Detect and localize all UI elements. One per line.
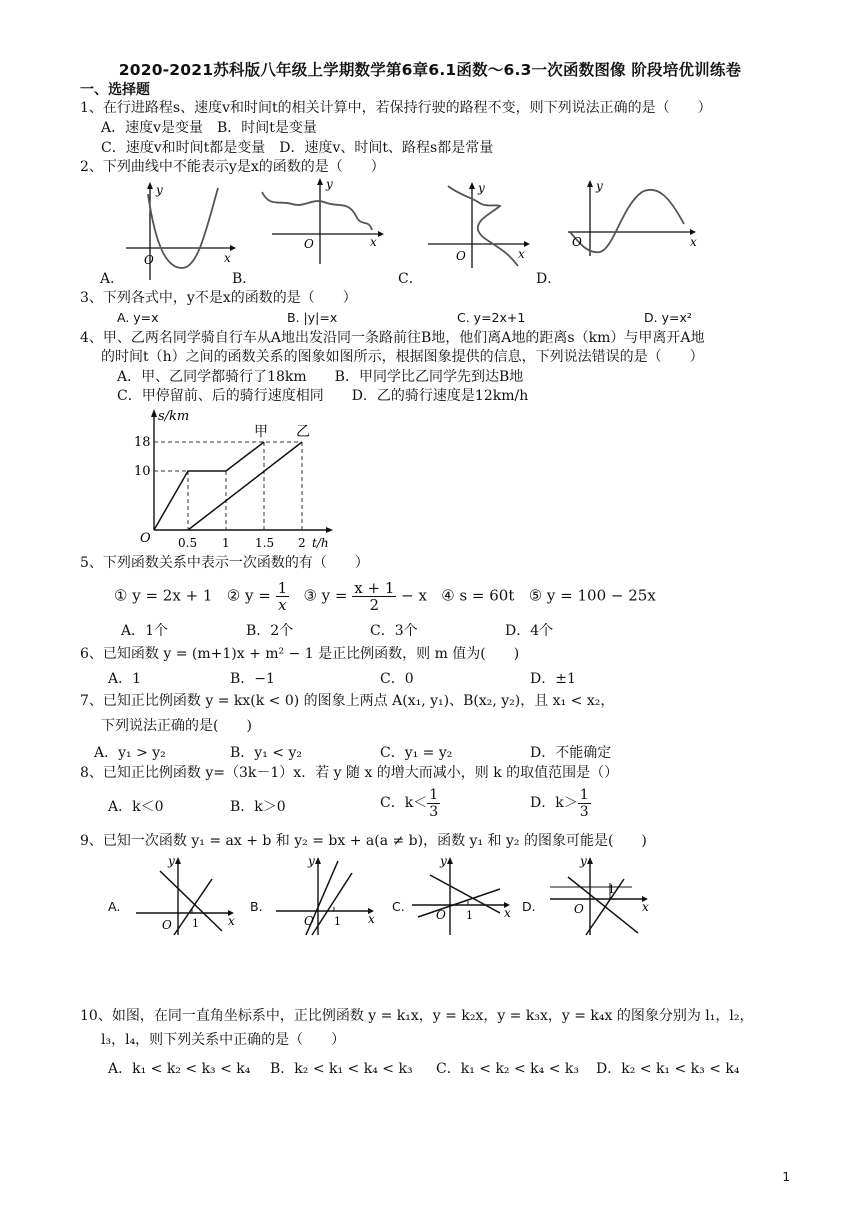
q3-option-b: B. |y|=x (287, 310, 338, 325)
q9-graph-d (546, 855, 656, 935)
q10-option-d: D．k₂ < k₁ < k₃ < k₄ (596, 1061, 740, 1077)
q4-options-cd: C．甲停留前、后的骑行速度相同 D．乙的骑行速度是12km/h (117, 388, 529, 404)
q8-option-a: A．k＜0 (108, 799, 164, 815)
svg-text:1: 1 (192, 917, 199, 930)
q7-stem-line1: 7、已知正比例函数 y = kx(k < 0) 的图象上两点 A(x₁, y₁)、B(x₂, y₂)，且 x₁ < x₂， (80, 693, 615, 709)
q5-formula-3-fraction: $\frac{x + 1}{2}$ (354, 579, 395, 614)
svg-text:x: x (690, 235, 697, 249)
svg-text:O: O (162, 918, 172, 932)
q10-option-c: C．k₁ < k₂ < k₄ < k₃ (436, 1061, 579, 1077)
q8-option-b: B．k＞0 (230, 799, 286, 815)
q6-stem: 6、已知函数 y = (m+1)x + m² − 1 是正比例函数，则 m 值为( ) (80, 646, 520, 662)
svg-text:1: 1 (466, 909, 473, 922)
q2-stem: 2、下列曲线中不能表示y是x的函数的是（ ） (80, 159, 385, 175)
q5-formula-5: ⑤ y = 100 − 25x (528, 586, 656, 605)
q5-option-b: B．2个 (246, 623, 294, 639)
q5-formula-2-fraction: $\frac{1}{x}$ (277, 579, 288, 614)
svg-text:y: y (580, 854, 587, 868)
svg-text:O: O (436, 908, 446, 922)
q1-options-cd: C．速度v和时间t都是变量 D．速度v、时间t、路程s都是常量 (101, 140, 494, 156)
svg-text:y: y (308, 854, 315, 868)
svg-text:乙: 乙 (296, 424, 310, 440)
svg-text:y: y (326, 177, 333, 191)
svg-text:1: 1 (222, 536, 230, 550)
q2-label-b: B． (232, 271, 257, 287)
svg-text:2: 2 (298, 536, 306, 550)
q3-option-c: C. y=2x+1 (457, 310, 526, 325)
svg-text:y: y (156, 183, 163, 197)
svg-text:y: y (596, 179, 603, 193)
section-heading: 一、选择题 (80, 82, 150, 98)
q10-option-b: B．k₂ < k₁ < k₄ < k₃ (270, 1061, 413, 1077)
svg-text:x: x (642, 900, 649, 914)
svg-text:1.5: 1.5 (255, 536, 275, 550)
q8-option-c: C．k＜ $\frac{1}{3}$ (380, 786, 439, 820)
svg-text:t/h: t/h (312, 536, 329, 550)
q1-stem: 1、在行进路程s、速度v和时间t的相关计算中，若保持行驶的路程不变，则下列说法正确的是（ ） (80, 100, 712, 116)
q10-stem-line2: l₃，l₄，则下列关系中正确的是（ ） (101, 1032, 346, 1048)
q5-formula-3-suffix: − x (401, 586, 427, 605)
q8-option-d: D．k＞ $\frac{1}{3}$ (530, 786, 589, 820)
svg-text:O: O (456, 249, 466, 263)
q4-options-ab: A．甲、乙同学都骑行了18km B．甲同学比乙同学先到达B地 (117, 369, 524, 385)
svg-text:10: 10 (134, 464, 151, 479)
q6-option-c: C．0 (380, 671, 414, 687)
document-title: 2020-2021苏科版八年级上学期数学第6章6.1函数～6.3一次函数图像 阶段培优训练卷 (118, 61, 742, 79)
q3-option-d: D. y=x² (644, 310, 692, 325)
svg-text:x: x (228, 914, 235, 928)
page-number: 1 (782, 1170, 790, 1184)
q8-stem: 8、已知正比例函数 y=（3k－1）x．若 y 随 x 的增大而减小，则 k 的取值范围是（） (80, 765, 619, 781)
svg-text:y: y (440, 854, 447, 868)
svg-text:18: 18 (134, 435, 151, 450)
svg-text:x: x (518, 247, 525, 261)
svg-text:x: x (224, 251, 231, 265)
q5-formula-4: ④ s = 60t (441, 586, 515, 605)
q7-stem-line2: 下列说法正确的是( ) (101, 718, 252, 734)
q10-option-a: A．k₁ < k₂ < k₃ < k₄ (108, 1061, 251, 1077)
q9-label-c: C. (392, 899, 405, 914)
svg-text:O: O (144, 253, 154, 267)
q9-graph-b (272, 855, 382, 935)
q2-label-c: C． (398, 271, 423, 287)
q7-option-a: A．y₁ > y₂ (94, 745, 166, 761)
q5-option-a: A．1个 (121, 623, 169, 639)
svg-text:0.5: 0.5 (178, 536, 198, 550)
q9-label-a: A. (108, 899, 121, 914)
q9-label-d: D. (522, 899, 536, 914)
q6-option-a: A．1 (108, 671, 142, 687)
q10-stem-line1: 10、如图，在同一直角坐标系中，正比例函数 y = k₁x，y = k₂x，y = k₃x，y = k₄x 的图象分别为 l₁，l₂， (80, 1008, 754, 1024)
q6-option-b: B．−1 (230, 671, 275, 687)
svg-text:s/km: s/km (158, 409, 190, 424)
q4-distance-time-graph (128, 406, 338, 556)
svg-text:甲: 甲 (254, 424, 268, 440)
q4-stem-line1: 4、甲、乙两名同学骑自行车从A地出发沿同一条路前往B地，他们离A地的距离s（km）与甲离开A地 (80, 330, 705, 346)
q5-option-c: C．3个 (370, 623, 418, 639)
q2-graph-c (424, 180, 534, 270)
q5-formulas (114, 579, 656, 614)
q5-formula-2-prefix: ② y = (226, 586, 271, 605)
q9-graph-c (408, 855, 518, 935)
q9-graph-a (132, 855, 242, 935)
q2-graph-d (562, 180, 702, 260)
svg-text:O: O (574, 902, 584, 916)
svg-text:O: O (140, 531, 151, 546)
q3-option-a: A. y=x (117, 310, 159, 325)
svg-text:1: 1 (608, 883, 615, 896)
q7-option-d: D．不能确定 (530, 745, 612, 761)
q5-stem: 5、下列函数关系中表示一次函数的有（ ） (80, 555, 369, 571)
q7-option-b: B．y₁ < y₂ (230, 745, 302, 761)
q5-option-d: D．4个 (505, 623, 554, 639)
svg-text:O: O (304, 237, 314, 251)
q7-option-c: C．y₁ = y₂ (380, 745, 453, 761)
svg-text:y: y (478, 181, 485, 195)
q5-formula-1: ① y = 2x + 1 (114, 586, 213, 605)
q2-graph-a (118, 180, 238, 285)
svg-text:x: x (504, 906, 511, 920)
q2-label-d: D． (536, 271, 562, 287)
q9-label-b: B. (250, 899, 263, 914)
svg-text:1: 1 (334, 915, 341, 928)
q2-graph-b (258, 178, 388, 268)
svg-text:x: x (370, 235, 377, 249)
svg-text:O: O (572, 235, 582, 249)
q5-formula-3-prefix: ③ y = (303, 586, 348, 605)
q3-stem: 3、下列各式中，y不是x的函数的是（ ） (80, 290, 357, 306)
q2-label-a: A． (100, 271, 125, 287)
svg-text:O: O (304, 914, 314, 928)
q9-stem: 9、已知一次函数 y₁ = ax + b 和 y₂ = bx + a(a ≠ b)，函数 y₁ 和 y₂ 的图象可能是( ) (80, 833, 647, 849)
svg-text:y: y (168, 854, 175, 868)
q1-options-ab: A．速度v是变量 B．时间t是变量 (101, 120, 317, 136)
q6-option-d: D．±1 (530, 671, 576, 687)
q4-stem-line2: 的时间t（h）之间的函数关系的图象如图所示，根据图象提供的信息，下列说法错误的是（ ） (101, 349, 704, 365)
svg-text:x: x (368, 912, 375, 926)
